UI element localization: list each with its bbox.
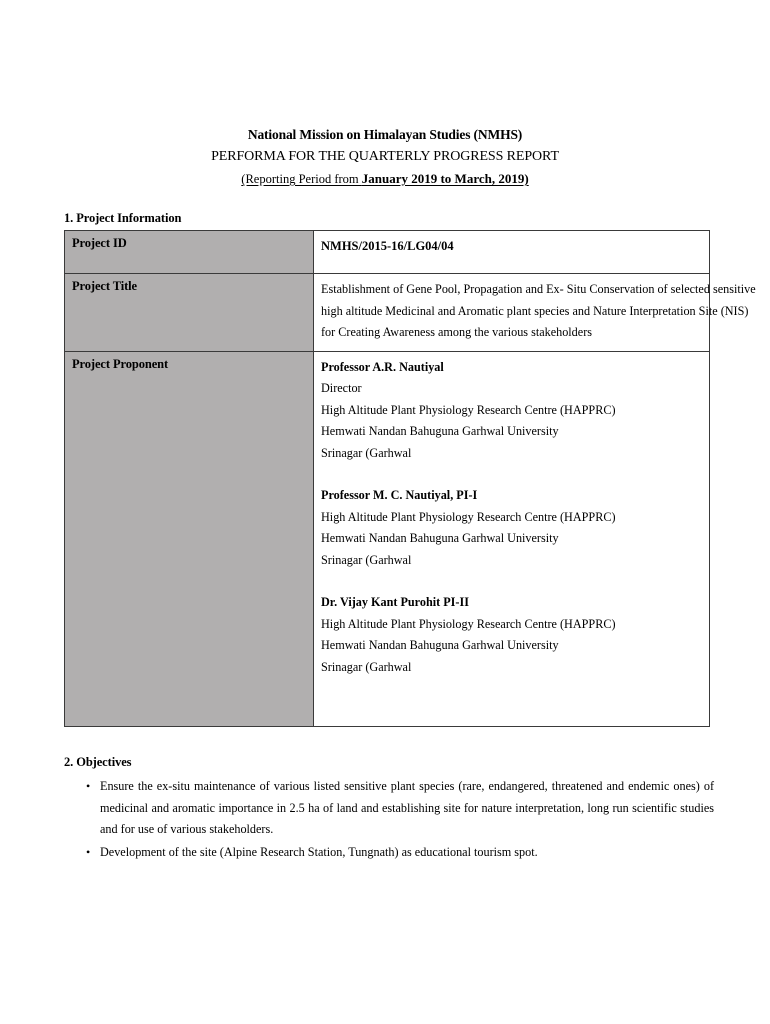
proponent-person-2 xyxy=(321,485,702,571)
proponent-person-3-university: Hemwati Nandan Bahuguna Garhwal University xyxy=(321,638,559,652)
proponent-block-gap-2 xyxy=(321,571,702,592)
list-item xyxy=(64,776,714,841)
proponent-person-1-name: Professor A.R. Nautiyal xyxy=(321,359,444,374)
objective-text-2: Development of the site (Alpine Research Station, Tungnath) as educational tourism spot. xyxy=(100,844,538,859)
proponent-person-2-centre: High Altitude Plant Physiology Research Centre (HAPPRC) xyxy=(321,509,616,524)
label-project-id: Project ID xyxy=(65,231,314,274)
value-project-id-cell xyxy=(314,231,710,274)
table-row-project-id xyxy=(65,231,710,274)
value-project-proponent-cell xyxy=(314,351,710,726)
reporting-period-line xyxy=(0,168,770,190)
table-row-project-proponent xyxy=(65,351,710,726)
proponent-person-3-location: Srinagar (Garhwal xyxy=(321,659,412,674)
proponent-block-gap-1 xyxy=(321,464,702,485)
table-row-project-title xyxy=(65,274,710,352)
document-header xyxy=(0,124,770,190)
project-title-line-1: Establishment of Gene Pool, Propagation and Ex- Situ Conservation of selected sensitive xyxy=(321,282,756,296)
proponent-person-2-name: Professor M. C. Nautiyal, PI-I xyxy=(321,488,478,502)
project-title-line-3: for Creating Awareness among the various stakeholders xyxy=(321,325,592,339)
value-project-id: NMHS/2015-16/LG04/04 xyxy=(321,239,454,253)
proponent-person-1-university: Hemwati Nandan Bahuguna Garhwal University xyxy=(321,424,559,438)
value-project-title-cell xyxy=(314,274,756,352)
proponent-person-1-designation: Director xyxy=(321,381,362,395)
proponent-person-1-centre: High Altitude Plant Physiology Research Centre (HAPPRC) xyxy=(321,402,616,417)
list-item xyxy=(64,842,714,864)
reporting-period-value: January 2019 to March, 2019) xyxy=(361,171,529,186)
section-heading-project-information: 1. Project Information xyxy=(64,211,182,225)
objective-text-1: Ensure the ex-situ maintenance of various listed sensitive plant species (rare, endangered, threatened and endemic ones) of medicinal and aromatic importance in 2.5 ha of land and establishing site for nature interpretation, long run scientific studies and for use of various stakeholders. xyxy=(100,779,714,836)
organization-title: National Mission on Himalayan Studies (NMHS) xyxy=(247,127,523,142)
project-title-line-2: high altitude Medicinal and Aromatic plant species and Nature Interpretation Site (NIS) xyxy=(321,303,749,318)
label-project-title: Project Title xyxy=(65,274,314,352)
label-project-proponent: Project Proponent xyxy=(65,351,314,726)
proponent-person-2-university: Hemwati Nandan Bahuguna Garhwal University xyxy=(321,531,559,545)
proponent-person-3 xyxy=(321,592,702,678)
proponent-person-2-location: Srinagar (Garhwal xyxy=(321,552,412,567)
objectives-list xyxy=(64,776,714,864)
proponent-person-1 xyxy=(321,357,702,465)
proponent-person-1-location: Srinagar (Garhwal xyxy=(321,445,412,460)
proponent-person-3-name: Dr. Vijay Kant Purohit PI-II xyxy=(321,595,469,609)
section-heading-objectives: 2. Objectives xyxy=(64,755,132,769)
form-title: PERFORMA FOR THE QUARTERLY PROGRESS REPORT xyxy=(211,149,559,164)
proponent-person-3-centre: High Altitude Plant Physiology Research Centre (HAPPRC) xyxy=(321,616,616,631)
bullet-icon: • xyxy=(86,844,91,859)
bullet-icon: • xyxy=(86,779,91,793)
reporting-period-prefix: (Reporting Period from xyxy=(241,172,362,186)
project-information-table xyxy=(64,230,756,727)
